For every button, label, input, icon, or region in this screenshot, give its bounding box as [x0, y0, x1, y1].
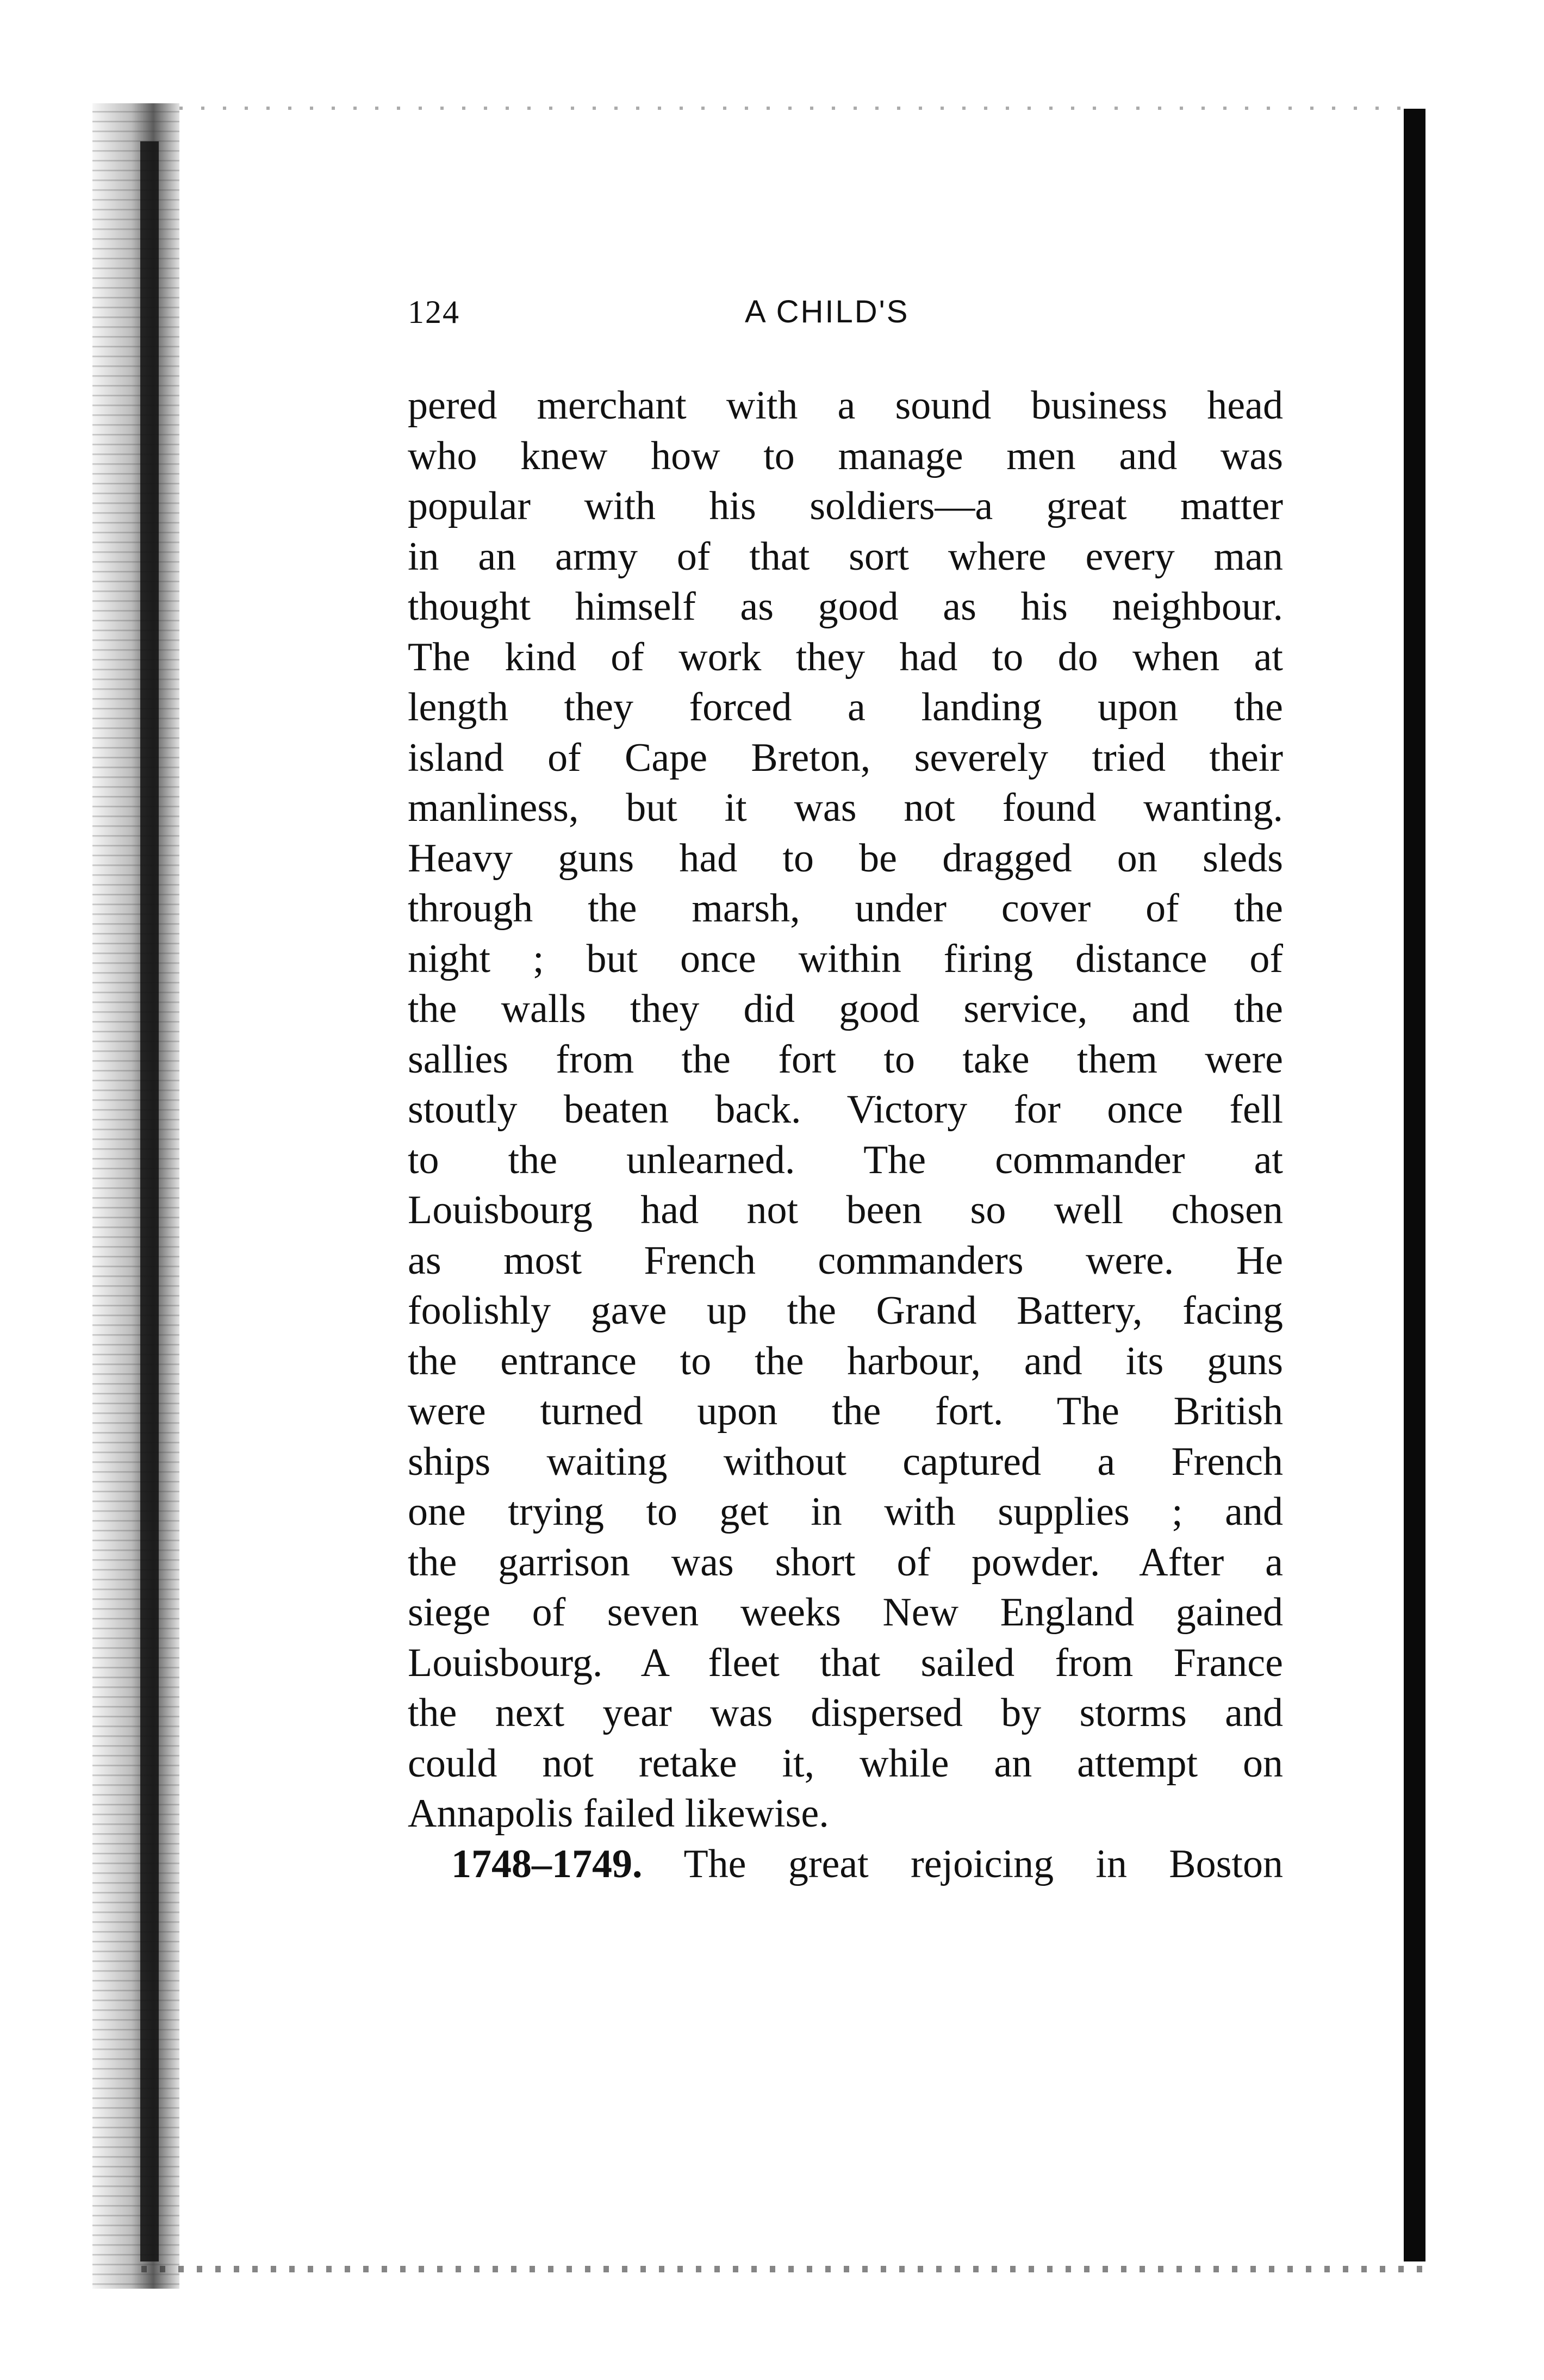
text-line: Heavy guns had to be dragged on sleds — [408, 836, 1283, 881]
text-line: ships waiting without captured a French — [408, 1439, 1283, 1484]
text-line: pered merchant with a sound business head — [408, 383, 1283, 428]
text-line: to the unlearned. The commander at — [408, 1137, 1283, 1182]
text-line: the next year was dispersed by storms and — [408, 1691, 1283, 1735]
text-line: night ; but once within firing distance of — [408, 936, 1283, 981]
top-page-edge — [179, 107, 1408, 110]
text-line: could not retake it, while an attempt on — [408, 1741, 1283, 1786]
text-line: Louisbourg had not been so well chosen — [408, 1188, 1283, 1232]
year-range: 1748–1749. — [451, 1841, 643, 1886]
text-line: the garrison was short of powder. After a — [408, 1540, 1283, 1585]
text-line: sallies from the fort to take them were — [408, 1037, 1283, 1082]
text-line: thought himself as good as his neighbour. — [408, 584, 1283, 629]
text-line: popular with his soldiers—a great matter — [408, 484, 1283, 528]
text-line: Annapolis failed likewise. — [408, 1791, 829, 1836]
left-binding-shadow — [92, 103, 179, 2289]
text-line: through the marsh, under cover of the — [408, 886, 1283, 931]
body-text — [408, 381, 1283, 1889]
text-line: were turned upon the fort. The British — [408, 1389, 1283, 1434]
text-line: as most French commanders were. He — [408, 1238, 1283, 1283]
left-binding-edge — [140, 141, 159, 2261]
text-line: manliness, but it was not found wanting. — [408, 786, 1283, 830]
text-line: The kind of work they had to do when at — [408, 634, 1283, 680]
paragraph-text: The great rejoicing in Boston — [683, 1841, 1283, 1886]
paragraph-start-line — [408, 1839, 1283, 1890]
text-line: in an army of that sort where every man — [408, 534, 1283, 579]
text-line: Louisbourg. A fleet that sailed from France — [408, 1640, 1283, 1685]
text-line: island of Cape Breton, severely tried their — [408, 735, 1283, 780]
text-line: the walls they did good service, and the — [408, 987, 1283, 1031]
text-line: the entrance to the harbour, and its guns — [408, 1338, 1283, 1384]
running-title: A CHILD'S — [745, 294, 910, 329]
text-line: length they forced a landing upon the — [408, 685, 1283, 730]
text-line: stoutly beaten back. Victory for once fell — [408, 1087, 1283, 1132]
page-number: 124 — [408, 294, 460, 330]
text-line: foolishly gave up the Grand Battery, facing — [408, 1288, 1283, 1333]
text-line: who knew how to manage men and was — [408, 433, 1283, 478]
bottom-page-edge — [141, 2266, 1424, 2272]
text-line: one trying to get in with supplies ; and — [408, 1490, 1283, 1534]
text-line: siege of seven weeks New England gained — [408, 1590, 1283, 1635]
right-binding-edge — [1404, 109, 1425, 2261]
running-header — [408, 294, 1288, 342]
